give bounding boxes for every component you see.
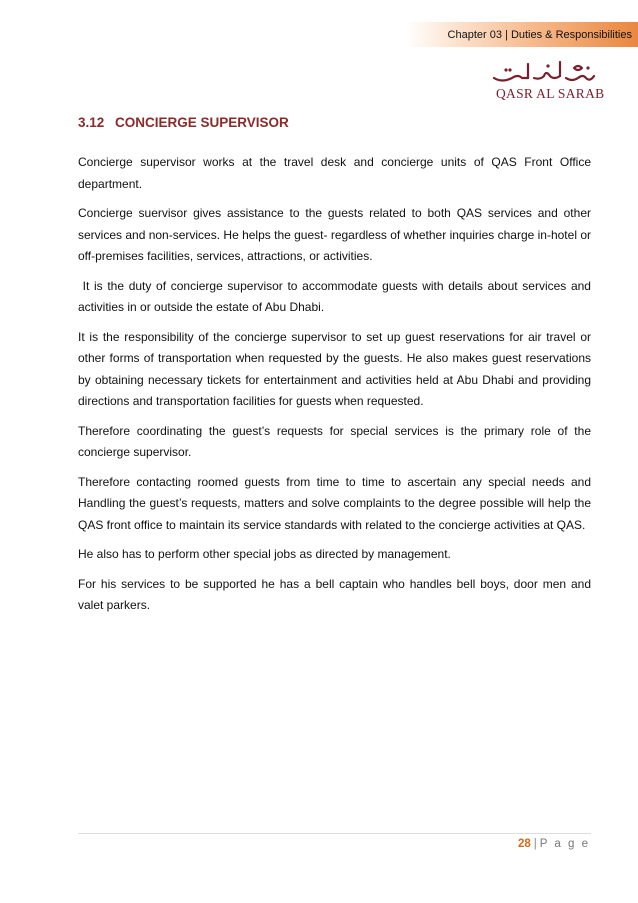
page-label: P a g e bbox=[539, 838, 590, 850]
section-number: 3.12 bbox=[78, 115, 105, 130]
section-heading bbox=[78, 115, 289, 130]
chapter-header-tab bbox=[406, 22, 638, 47]
section-title: CONCIERGE SUPERVISOR bbox=[115, 115, 289, 130]
page-separator: | bbox=[533, 838, 537, 850]
paragraph: Concierge suervisor gives assistance to the guests related to both QAS services and other services and non-services. He helps the guest- regardless of whether inquiries charge in-hotel or off-premises facilities, services, attractions, or activities. bbox=[78, 206, 591, 263]
arabic-calligraphy-icon bbox=[488, 56, 598, 86]
page-footer bbox=[518, 838, 590, 850]
paragraph: Therefore contacting roomed guests from time to time to ascertain any special needs and Handling the guest’s requests, matters and solve complaints to the degree possible will help the QAS front office to maintain its service standards with related to the concierge activities at QAS. bbox=[78, 474, 591, 532]
qasr-al-sarab-logo bbox=[488, 56, 605, 108]
paragraph: It is the responsibility of the concierge supervisor to set up guest reservations for air travel or other forms of transportation when requested by the guests. He also makes guest reservations by obtaining necessary tickets for entertainment and activities held at Abu Dhabi and providing directions and transportation facilities for guests when requested. bbox=[78, 329, 591, 408]
page-number: 28 bbox=[517, 838, 531, 850]
paragraph: Therefore coordinating the guest’s requests for special services is the primary role of the concierge supervisor. bbox=[78, 423, 591, 459]
paragraph: He also has to perform other special jobs as directed by management. bbox=[78, 547, 451, 561]
paragraph: For his services to be supported he has a bell captain who handles bell boys, door men and valet parkers. bbox=[78, 576, 591, 612]
footer-divider bbox=[78, 833, 591, 834]
paragraph: It is the duty of concierge supervisor to accommodate guests with details about services and activities in or outside the estate of Abu Dhabi. bbox=[78, 278, 595, 314]
chapter-title: Chapter 03 | Duties & Responsibilities bbox=[447, 28, 632, 41]
body-text bbox=[78, 152, 595, 625]
logo-wordmark: QASR AL SARAB bbox=[496, 86, 605, 101]
paragraph: Concierge supervisor works at the travel desk and concierge units of QAS Front Office department. bbox=[78, 155, 591, 191]
